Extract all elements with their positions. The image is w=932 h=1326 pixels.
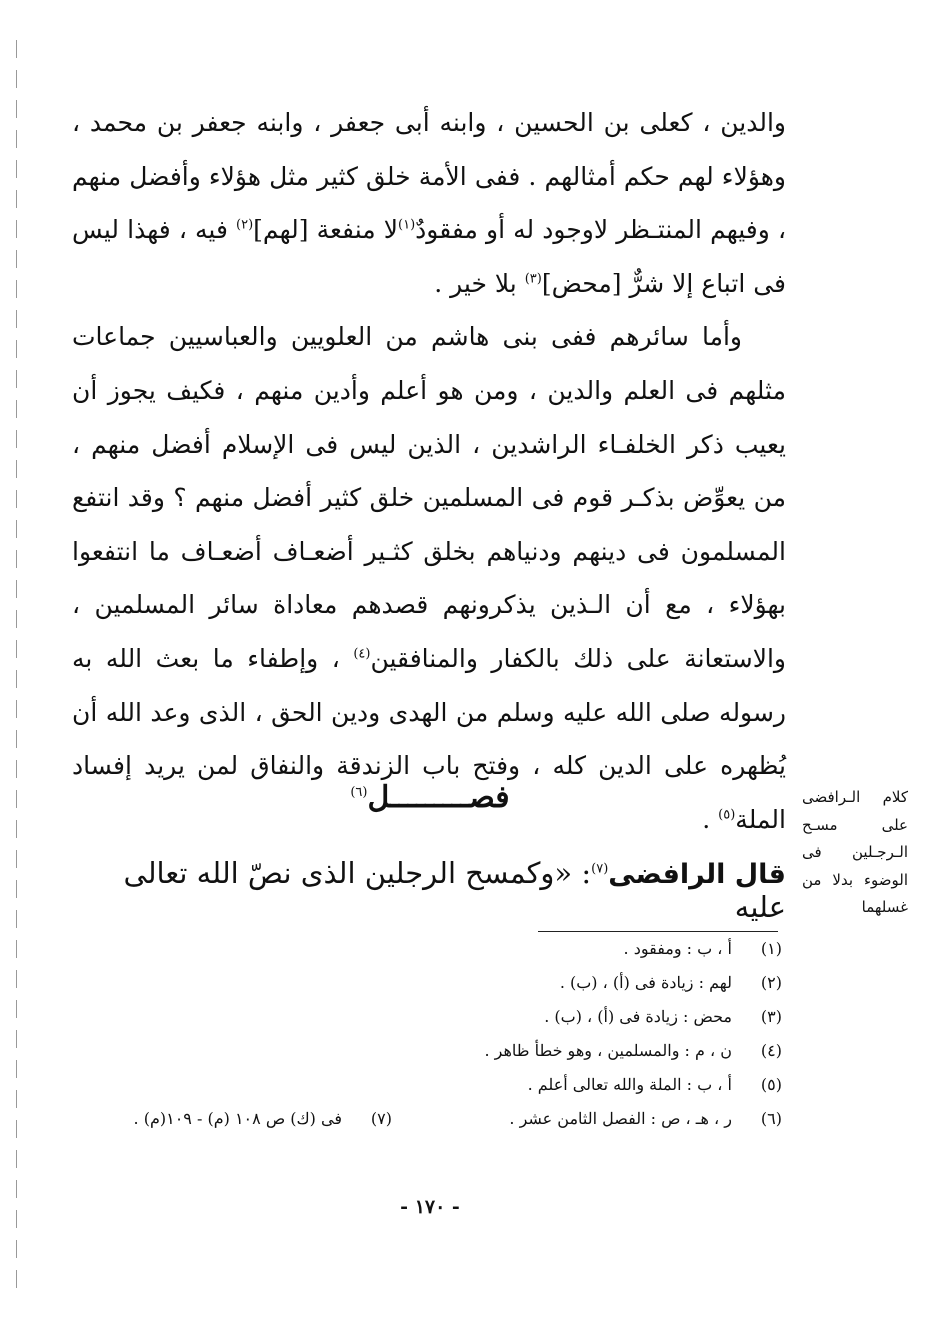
footnote-7-text: فى (ك) ص ١٠٨ (م) - ١٠٩(م) . <box>133 1109 342 1128</box>
quote-label: قال الرافضى <box>608 859 786 890</box>
footnote-ref-3: (٣) <box>524 271 542 287</box>
quote-line <box>76 856 786 924</box>
page-edge-line <box>16 40 17 1290</box>
footnote-2: (٢) لهم : زيادة فى (أ) ، (ب) . <box>559 973 782 992</box>
footnotes <box>60 932 782 1136</box>
quote-text: : «وكمسح الرجلين الذى نصّ الله تعالى عليه <box>123 856 786 924</box>
paragraph-1: والدين ، كعلى بن الحسين ، وابنه أبى جعفر ، وابنه جعفر بن محمد ، وهؤلاء لهم حكم أمثالهم . ففى الأمة خلق كثير مثل هؤلاء وأفضل منهم ، وفيهم المنتـظر لاوجود له أو مفقودٌ$^{(١)}$لا منفعة [لهم]$^{(٢)}$ فيه ، فهذا ليس فى اتباع إلا شرٌّ [محض]$^{(٣)}$ بلا خير . <box>72 108 787 298</box>
footnote-3: (٣) محض : زيادة فى (أ) ، (ب) . <box>544 1007 782 1026</box>
footnote-ref-1: (١) <box>398 217 416 233</box>
footnote-ref-2: (٢) <box>236 217 254 233</box>
footnote-ref-7: (٧) <box>591 861 609 877</box>
paragraph-2: وأما سائرهم ففى بنى هاشم من العلويين والعباسيين جماعات مثلهم فى العلم والدين ، ومن هو أعلم وأدين منهم ، فكيف يجوز أن يعيب ذكر الخلفـاء الراشدين ، الذين ليس فى الإسلام أفضل منهم ، من يعوِّض بذكـر قوم فى المسلمين خلق كثير أفضل منهم ؟ وقد انتفع المسلمون فى دينهم ودنياهم بخلق كثـير أضعـاف أضعـاف ما انتفعوا بهؤلاء ، مع أن الـذين يذكرونهم قصدهم معاداة سائر المسلمين ، والاستعانة على ذلك بالكفار والمنافقين$^{(٤)}$ ، وإطفاء ما بعث الله به رسوله صلى الله عليه وسلم من الهدى ودين الحق ، الذى وعد الله أن يُظهره على الدين كله ، وفتح باب الزندقة والنفاق لمن يريد إفساد الملة$^{(٥)}$ . <box>72 322 786 834</box>
footnote-ref-5: (٥) <box>718 807 736 823</box>
main-text <box>72 96 786 846</box>
footnote-4: (٤) ن ، م : والمسلمين ، وهو خطأ ظاهر . <box>484 1041 782 1060</box>
footnote-ref-6: (٦) <box>350 785 368 800</box>
section-heading: فصـــــــــل$^{(٦)}$ <box>350 780 510 815</box>
footnote-5: (٥) أ ، ب : الملة والله تعالى أعلم . <box>527 1075 782 1094</box>
footnote-ref-4: (٤) <box>353 646 371 662</box>
footnote-6: (٦) ر ، هـ ، ص : الفصل الثامن عشر . (٧) فى (ك) ص ١٠٨ (م) - ١٠٩(م) . <box>60 1102 782 1136</box>
page-number: - ١٧٠ - <box>400 1196 460 1218</box>
footnote-1: (١) أ ، ب : ومفقود . <box>623 939 782 958</box>
margin-note: كلام الـرافضى على مسـح الـرجـلين فى الوضوء بدلا من غسلهما <box>802 788 908 916</box>
footnote-7-number: (٧) <box>370 1109 392 1128</box>
